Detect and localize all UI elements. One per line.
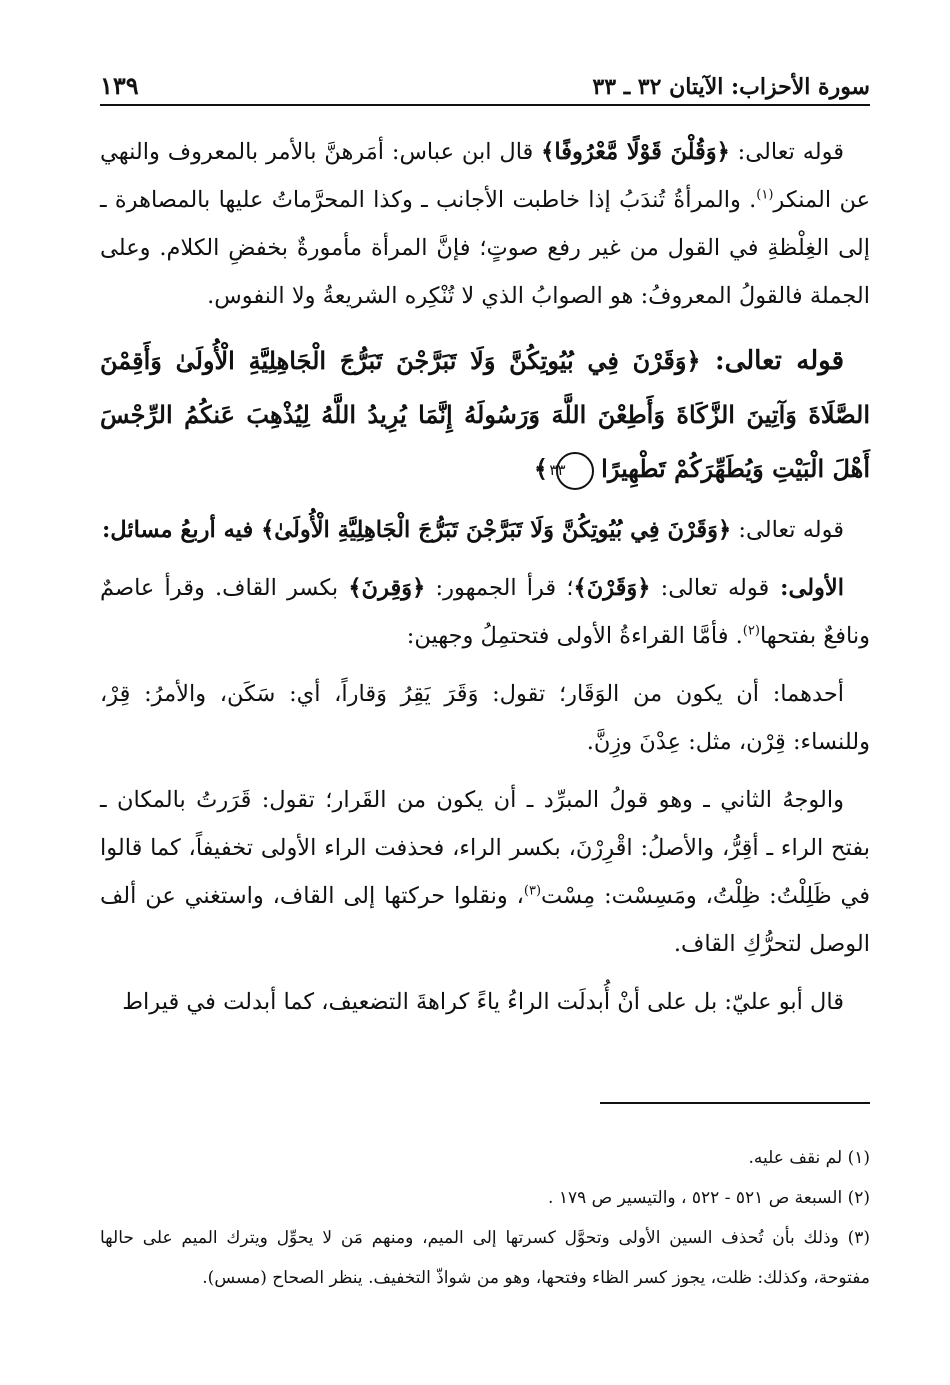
p2-tail: فيه أربعُ مسائل: (102, 517, 262, 543)
p5-text-b: ، ونقلوا حركتها إلى القاف، واستغني عن ألف الوصل لتحرُّكِ القاف. (100, 883, 870, 957)
p2-intro: قوله تعالى: (731, 517, 844, 543)
footnote-ref-1: (١) (756, 187, 774, 203)
quran-word: ﴿وَقِرنَ﴾ (348, 575, 426, 601)
footnote-ref-2: (٢) (742, 623, 760, 639)
page-header (100, 60, 870, 106)
paragraph-5 (100, 776, 870, 968)
ayah-number-marker: ٣٣ (556, 452, 594, 490)
p1-intro: قوله تعالى: (729, 139, 845, 165)
p3-text-a: قوله تعالى: (650, 575, 770, 601)
paragraph-1 (100, 128, 870, 320)
paragraph-6: قال أبو عليّ: بل على أنْ أُبدلَت الراءُ ياءً كراهةَ التضعيف، كما أبدلت في قيراط (122, 989, 844, 1015)
p3-text-c: بكسر القاف. وقرأ عاصمٌ ونافعٌ بفتحها (100, 575, 870, 649)
footnote-separator (600, 1102, 870, 1104)
footnotes (100, 1138, 870, 1298)
verse-lead: قوله تعالى: (700, 346, 845, 376)
paragraph-2 (100, 506, 870, 554)
p1-text-a: قال ابن عباس: أمَرهنَّ بالأمر بالمعروف والنهي عن المنكر (100, 139, 870, 213)
page-number: ١٣٩ (100, 71, 139, 100)
footnote-1: (١) لم نقف عليه. (748, 1148, 870, 1168)
verse-block (100, 334, 870, 496)
paragraph-4: أحدهما: أن يكون من الوَقَار؛ تقول: وَقَرَ يَقِرُ وَقاراً، أي: سَكَن، والأمرُ: قِرْ، وللنساء: قِرْن، مثل: عِدْنَ وزِنَّ. (100, 681, 870, 755)
p3-text-d: . فأمَّا القراءةُ الأولى فتحتمِلُ وجهين: (406, 623, 743, 649)
quran-word: ﴿وَقَرْنَ﴾ (573, 575, 651, 601)
footnote-2: (٢) السبعة ص ٥٢١ - ٥٢٢ ، والتيسير ص ١٧٩ . (548, 1188, 870, 1208)
paragraph-3 (100, 564, 870, 660)
main-text (100, 128, 870, 1026)
verse-close-bracket: ﴾ (533, 454, 548, 483)
footnote-ref-3: (٣) (523, 883, 542, 899)
p3-text-b: ؛ قرأ الجمهور: (425, 575, 574, 601)
p1-text-b: . والمرأةُ تُندَبُ إذا خاطبت الأجانب ـ وكذا المحرَّماتُ عليها بالمصاهرة ـ إلى الغِلْظةِ في القول من غير رفع صوتٍ؛ فإنَّ المرأة مأمورةٌ بخفضِ الكلام. وعلى الجملة فالقولُ المعروفُ: هو الصوابُ الذي لا تُنْكِره الشريعةُ ولا النفوس. (100, 187, 870, 309)
running-title: سورة الأحزاب: الآيتان ٣٢ ـ ٣٣ (592, 74, 870, 100)
quran-verse: ﴿وَقَرْنَ فِي بُيُوتِكُنَّ وَلَا تَبَرَّجْنَ تَبَرُّجَ الْجَاهِلِيَّةِ الْأُولَىٰ﴾ (261, 517, 732, 543)
p5-text-a: والوجهُ الثاني ـ وهو قولُ المبرِّد ـ أن يكون من القَرار؛ تقول: قَرَرتُ بالمكان ـ بفتح الراء ـ أقِرُّ، والأصلُ: اقْرِرْنَ، بكسر الراء، فحذفت الراء الأولى تخفيفاً، كما قالوا في ظَلِلْتُ: ظِلْتُ، ومَسِسْت: مِسْت (100, 787, 870, 909)
issue-label: الأولى: (769, 575, 845, 601)
footnote-3: (٣) وذلك بأن تُحذف السين الأولى وتحوَّل كسرتها إلى الميم، ومنهم مَن لا يحوِّل ويترك الميم على حالها مفتوحة، وكذلك: ظلت، يجوز كسر الظاء وفتحها، وهو من شواذّ التخفيف. ينظر الصحاح (مسس). (100, 1228, 870, 1288)
quran-verse: ﴿وَقُلْنَ قَوْلًا مَّعْرُوفًا﴾ (541, 139, 730, 165)
quran-verse-33: ﴿وَقَرْنَ فِي بُيُوتِكُنَّ وَلَا تَبَرَّجْنَ تَبَرُّجَ الْجَاهِلِيَّةِ الْأُولَىٰ وَأَقِمْنَ الصَّلَاةَ وَآتِينَ الزَّكَاةَ وَأَطِعْنَ اللَّهَ وَرَسُولَهُ إِنَّمَا يُرِيدُ اللَّهُ لِيُذْهِبَ عَنكُمُ الرِّجْسَ أَهْلَ الْبَيْتِ وَيُطَهِّرَكُمْ تَطْهِيرًا (100, 346, 870, 483)
